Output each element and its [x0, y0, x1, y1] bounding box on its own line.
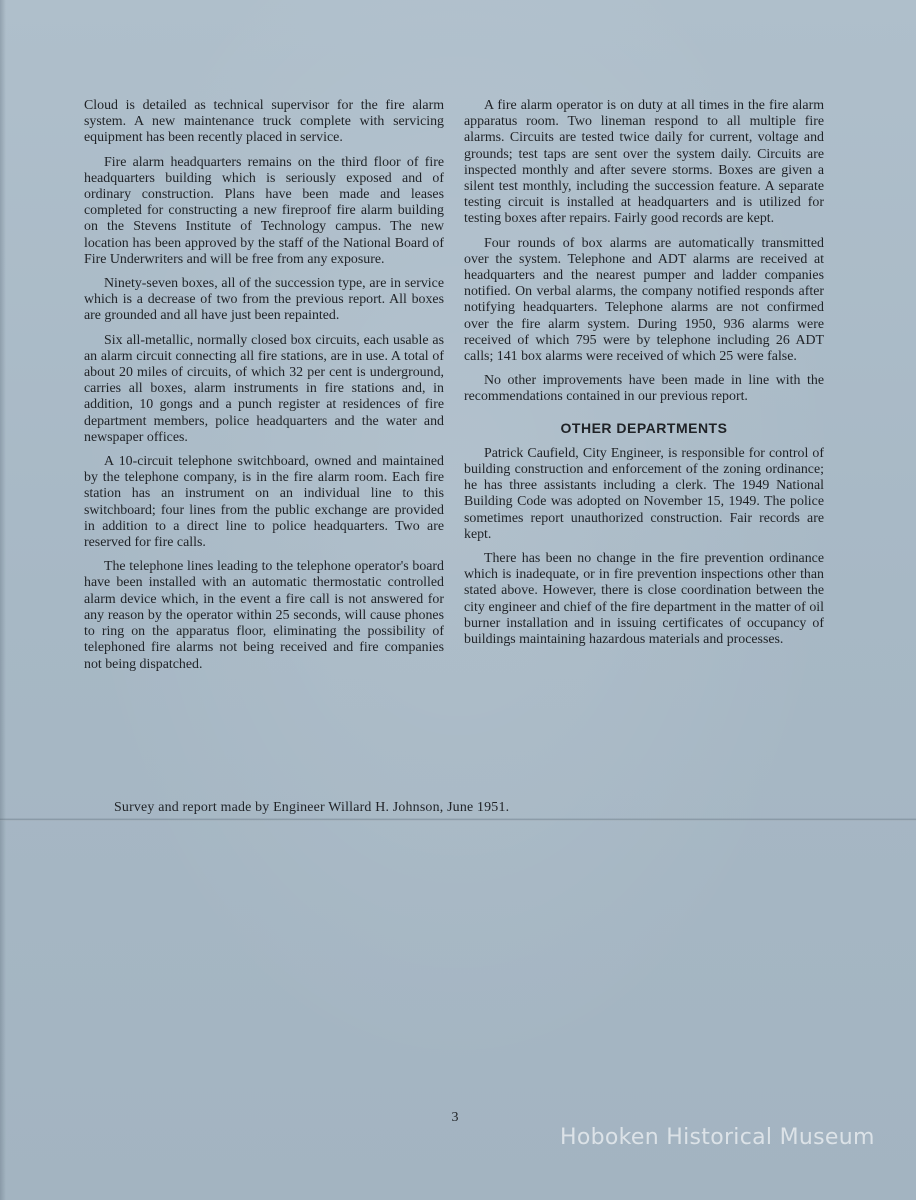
- report-byline: Survey and report made by Engineer Willard H. Johnson, June 1951.: [114, 800, 510, 815]
- left-paragraph-3: Ninety-seven boxes, all of the succession type, are in service which is a decrease of two from the previous report. All boxes are grounded and all have just been repainted.: [84, 276, 444, 324]
- museum-watermark: Hoboken Historical Museum: [560, 1125, 875, 1150]
- right-paragraph-2: Four rounds of box alarms are automatically transmitted over the system. Telephone and ADT alarms are received at headquarters and the nearest pumper and ladder companies notified. On verbal alarms, the company notified responds after notifying headquarters. Telephone alarms are not confirmed over the fire alarm system. During 1950, 936 alarms were received of which 795 were by telephone including 26 ADT calls; 141 box alarms were received of which 25 were false.: [464, 235, 824, 365]
- left-column: [84, 98, 444, 681]
- left-paragraph-1: Cloud is detailed as technical supervisor for the fire alarm system. A new maintenance truck complete with servicing equipment has been recently placed in service.: [84, 98, 444, 146]
- left-paragraph-2: Fire alarm headquarters remains on the third floor of fire headquarters building which is seriously exposed and of ordinary construction. Plans have been made and leases completed for constructing a new fireproof fire alarm building on the Stevens Institute of Technology campus. The new location has been approved by the staff of the National Board of Fire Underwriters and will be free from any exposure.: [84, 154, 444, 267]
- right-section-paragraph-1: Patrick Caufield, City Engineer, is responsible for control of building construction and enforcement of the zoning ordinance; he has three assistants including a clerk. The 1949 National Building Code was adopted on November 15, 1949. The police sometimes report unauthorized construction. Fair records are kept.: [464, 445, 824, 542]
- right-paragraph-3: No other improvements have been made in line with the recommendations contained in our previous report.: [464, 373, 824, 405]
- section-heading-other-departments: OTHER DEPARTMENTS: [560, 419, 728, 436]
- left-paragraph-4: Six all-metallic, normally closed box circuits, each usable as an alarm circuit connecting all fire stations, are in use. A total of about 20 miles of circuits, of which 32 per cent is underground, carries all boxes, alarm instruments in fire stations and, in addition, 10 gongs and a punch register at residences of fire department members, police headquarters and the water and newspaper offices.: [84, 332, 444, 445]
- left-paragraph-6: The telephone lines leading to the telephone operator's board have been installed with an automatic thermostatic controlled alarm device which, in the event a fire call is not answered for any reason by the operator within 25 seconds, will cause phones to ring on the apparatus floor, eliminating the possibility of telephoned fire alarms not being received and fire companies not being dispatched.: [84, 559, 444, 672]
- page-edge-shadow: [0, 0, 6, 1200]
- paper-fold-line: [0, 818, 916, 821]
- right-section-paragraph-2: There has been no change in the fire prevention ordinance which is inadequate, or in fire prevention inspections other than stated above. However, there is close coordination between the city engineer and chief of the fire department in the matter of oil burner installation and in issuing certificates of occupancy of buildings maintaining hazardous materials and processes.: [464, 551, 824, 648]
- right-column: [464, 98, 824, 656]
- left-paragraph-5: A 10-circuit telephone switchboard, owned and maintained by the telephone company, is in the fire alarm room. Each fire station has an instrument on an individual line to this switchboard; four lines from the public exchange are provided in addition to a direct line to police headquarters. Two are reserved for fire calls.: [84, 454, 444, 551]
- right-paragraph-1: A fire alarm operator is on duty at all times in the fire alarm apparatus room. Two lineman respond to all multiple fire alarms. Circuits are tested twice daily for current, voltage and grounds; test taps are sent over the system daily. Circuits are inspected monthly and after severe storms. Boxes are given a silent test monthly, including the succession feature. A separate testing circuit is installed at headquarters and is utilized for testing boxes after repairs. Fairly good records are kept.: [464, 98, 824, 227]
- page-number: 3: [451, 1110, 459, 1125]
